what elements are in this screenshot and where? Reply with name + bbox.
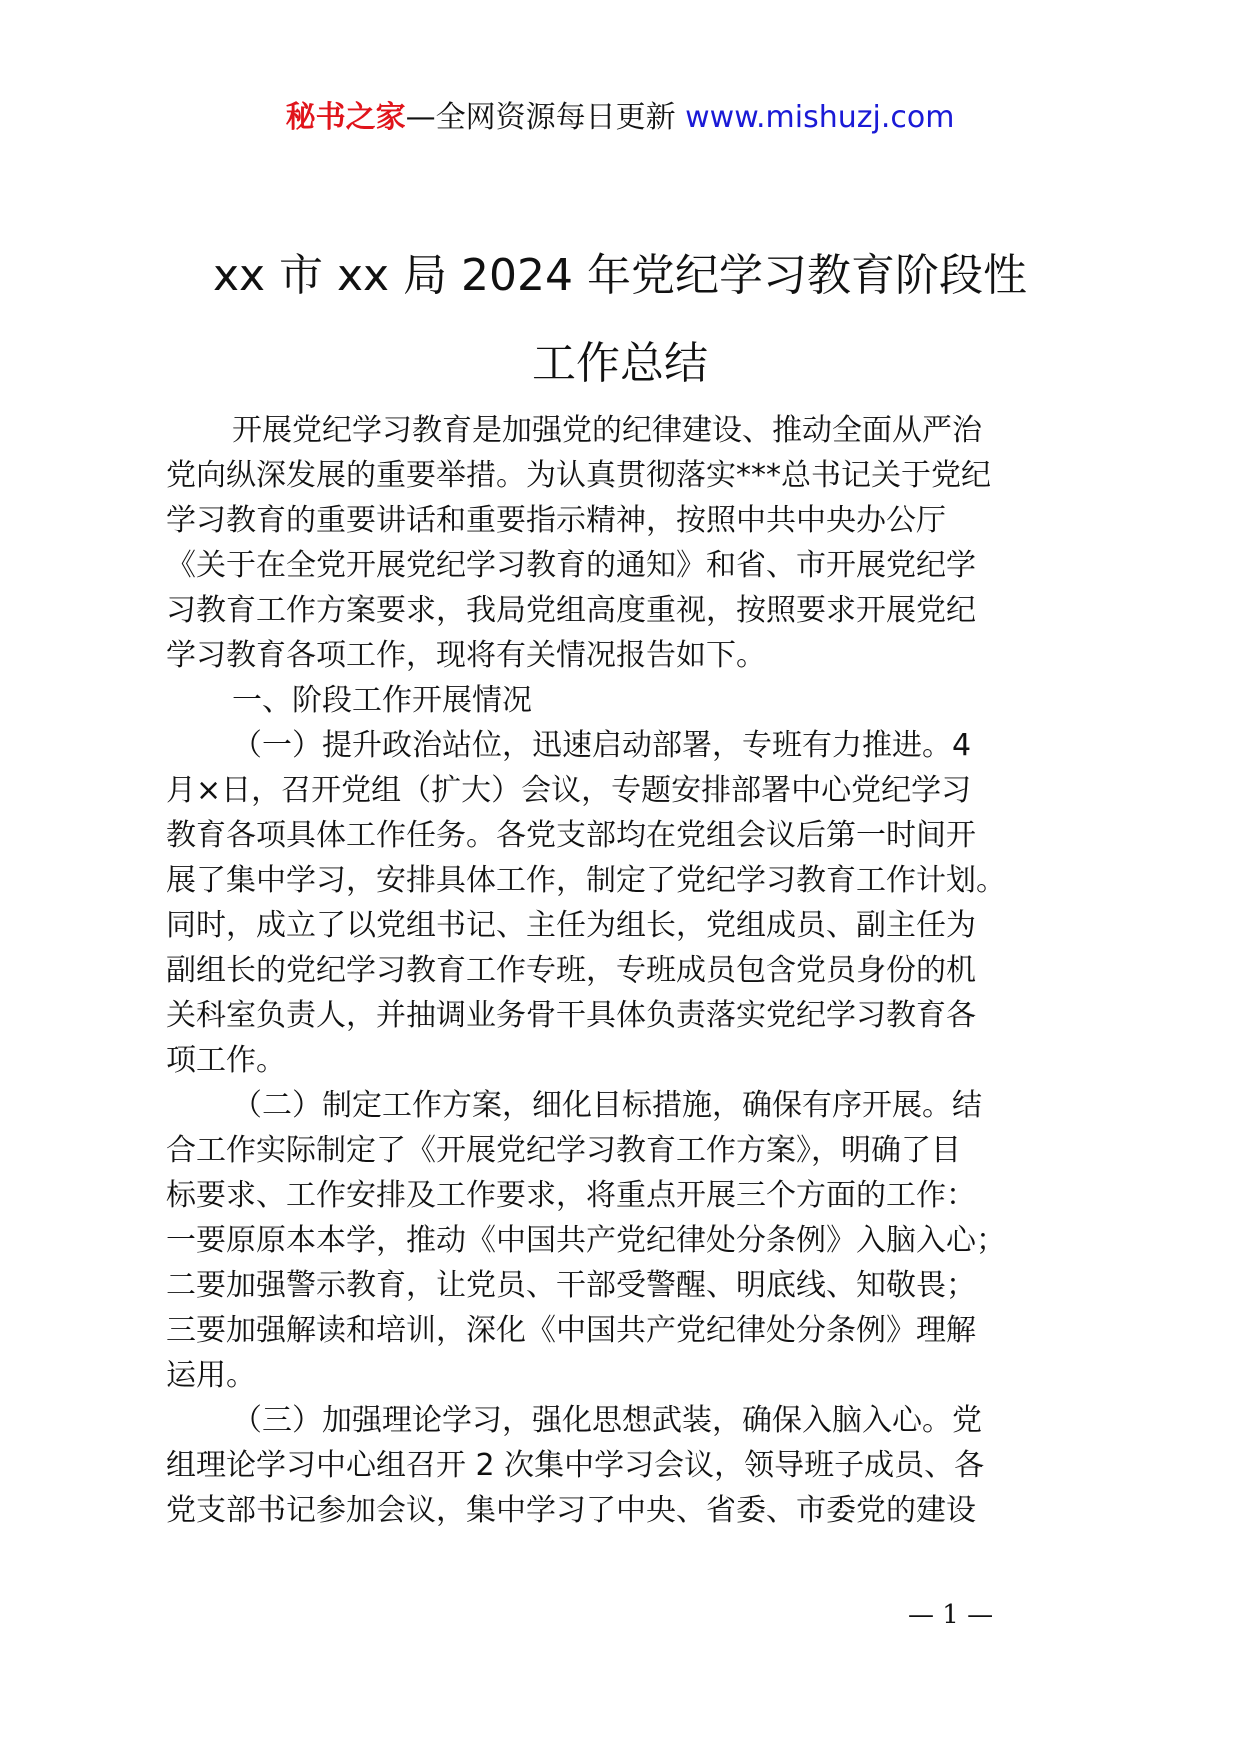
body-line: 关科室负责人，并抽调业务骨干具体负责落实党纪学习教育各	[166, 998, 976, 1033]
site-header	[0, 98, 1240, 138]
body-line: 一要原原本本学，推动《中国共产党纪律处分条例》入脑入心；	[166, 1223, 1006, 1258]
body-line: （一）提升政治站位，迅速启动部署，专班有力推进。4	[232, 728, 972, 763]
body-line: 标要求、工作安排及工作要求，将重点开展三个方面的工作：	[166, 1178, 976, 1213]
site-tagline: —全网资源每日更新	[405, 100, 676, 135]
body-line: 组理论学习中心组召开 2 次集中学习会议，领导班子成员、各	[166, 1448, 985, 1483]
body-line: 党向纵深发展的重要举措。为认真贯彻落实***总书记关于党纪	[166, 458, 991, 493]
body-line: 合工作实际制定了《开展党纪学习教育工作方案》，明确了目	[166, 1133, 961, 1168]
body-line: 《关于在全党开展党纪学习教育的通知》和省、市开展党纪学	[166, 548, 976, 583]
document-title-line-2: 工作总结	[532, 338, 708, 389]
body-line: 学习教育的重要讲话和重要指示精神，按照中共中央办公厅	[166, 503, 946, 538]
body-line: 三要加强解读和培训，深化《中国共产党纪律处分条例》理解	[166, 1313, 976, 1348]
body-line: 展了集中学习，安排具体工作，制定了党纪学习教育工作计划。	[166, 863, 1006, 898]
site-url-link[interactable]: www.mishuzj.com	[685, 100, 955, 135]
body-line: 副组长的党纪学习教育工作专班，专班成员包含党员身份的机	[166, 953, 976, 988]
body-line: 二要加强警示教育，让党员、干部受警醒、明底线、知敬畏；	[166, 1268, 976, 1303]
body-line: 习教育工作方案要求，我局党组高度重视，按照要求开展党纪	[166, 593, 976, 628]
body-line: 月×日，召开党组（扩大）会议，专题安排部署中心党纪学习	[166, 773, 972, 808]
body-line: 开展党纪学习教育是加强党的纪律建设、推动全面从严治	[232, 413, 982, 448]
body-line: 党支部书记参加会议，集中学习了中央、省委、市委党的建设	[166, 1493, 976, 1528]
body-line: 教育各项具体工作任务。各党支部均在党组会议后第一时间开	[166, 818, 976, 853]
site-brand: 秘书之家	[285, 100, 406, 135]
body-line: （二）制定工作方案，细化目标措施，确保有序开展。结	[232, 1088, 982, 1123]
document-title-line-1: xx 市 xx 局 2024 年党纪学习教育阶段性	[212, 250, 1028, 301]
body-line: 运用。	[166, 1358, 256, 1393]
body-line: 项工作。	[166, 1043, 286, 1078]
body-line: （三）加强理论学习，强化思想武装，确保入脑入心。党	[232, 1403, 982, 1438]
page-number: — 1 —	[908, 1600, 994, 1630]
document-body	[166, 408, 1086, 1533]
body-line: 学习教育各项工作，现将有关情况报告如下。	[166, 638, 766, 673]
body-line: 同时，成立了以党组书记、主任为组长，党组成员、副主任为	[166, 908, 976, 943]
section-heading: 一、阶段工作开展情况	[232, 683, 532, 718]
